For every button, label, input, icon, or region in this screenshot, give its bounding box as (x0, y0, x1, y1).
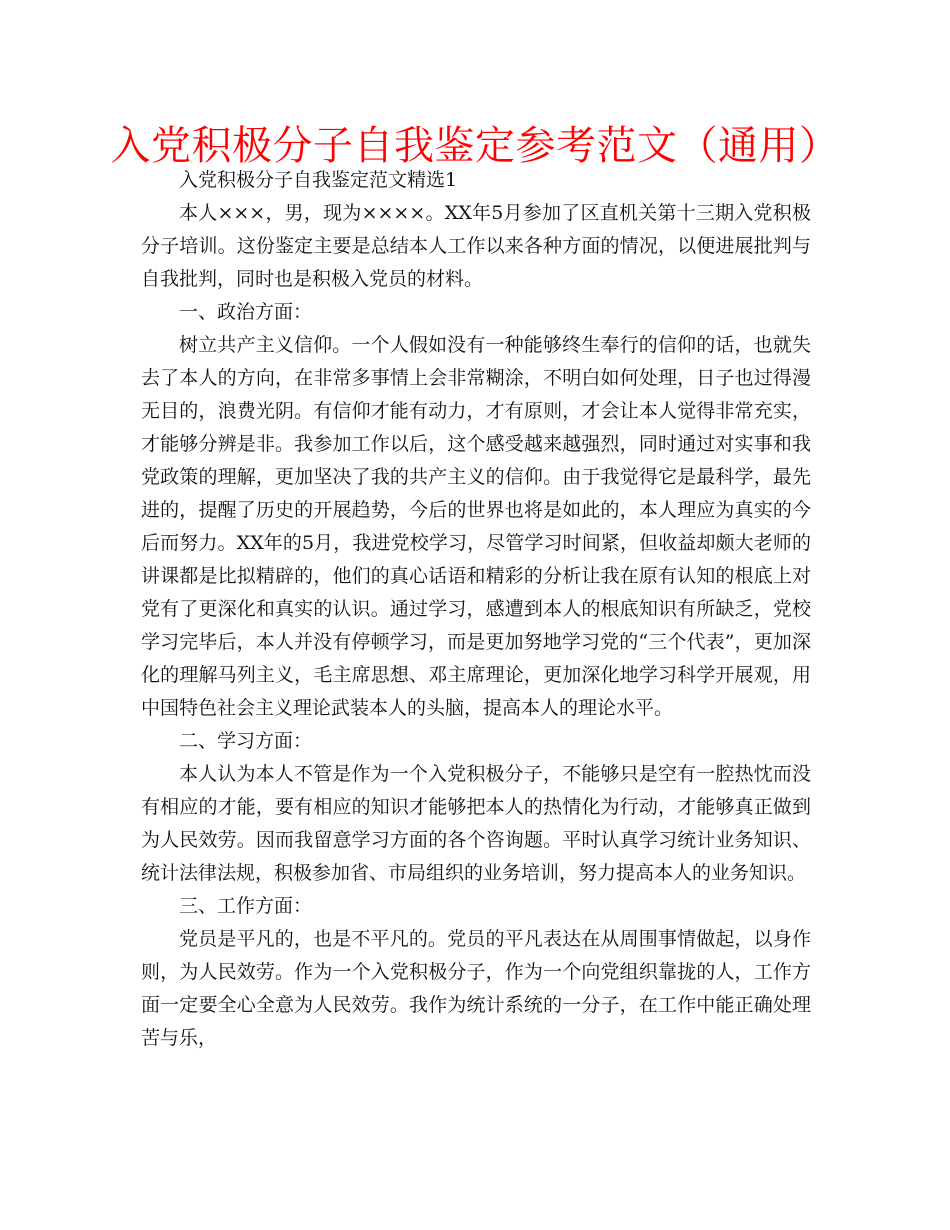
document-body (141, 164, 811, 1055)
work-paragraph: 党员是平凡的，也是不平凡的。党员的平凡表达在从周围事情做起，以身作则，为人民效劳。作为一个入党积极分子，作为一个向党组织靠拢的人，工作方面一定要全心全意为人民效劳。我作为统计系统的一分子，在工作中能正确处理苦与乐， (141, 928, 811, 1049)
intro-paragraph: 本人×××，男，现为××××。XX年5月参加了区直机关第十三期入党积极分子培训。这份鉴定主要是总结本人工作以来各种方面的情况，以便进展批判与自我批判，同时也是积极入党员的材料。 (141, 202, 811, 290)
study-paragraph: 本人认为本人不管是作为一个入党积极分子，不能够只是空有一腔热忱而没有相应的才能，要有相应的知识才能够把本人的热情化为行动，才能够真正做到为人民效劳。因而我留意学习方面的各个咨询题。平时认真学习统计业务知识、统计法律法规，积极参加省、市局组织的业务培训，努力提高本人的业务知识。 (141, 763, 811, 884)
section-heading-politics: 一、政治方面： (179, 301, 313, 323)
section-heading-study: 二、学习方面： (179, 730, 313, 752)
section-heading-work: 三、工作方面： (179, 895, 313, 917)
politics-paragraph: 树立共产主义信仰。一个人假如没有一种能够终生奉行的信仰的话，也就失去了本人的方向，在非常多事情上会非常糊涂，不明白如何处理，日子也过得漫无目的，浪费光阴。有信仰才能有动力，才有原则，才会让本人觉得非常充实，才能够分辨是非。我参加工作以后，这个感受越来越强烈，同时通过对实事和我党政策的理解，更加坚决了我的共产主义的信仰。由于我觉得它是最科学，最先进的，提醒了历史的开展趋势，今后的世界也将是如此的，本人理应为真实的今后而努力。XX年的5月，我进党校学习，尽管学习时间紧，但收益却颇大老师的讲课都是比拟精辟的，他们的真心话语和精彩的分析让我在原有认知的根底上对党有了更深化和真实的认识。通过学习，感遭到本人的根底知识有所缺乏，党校学习完毕后，本人并没有停顿学习，而是更加努地学习党的“三个代表”，更加深化的理解马列主义，毛主席思想、邓主席理论，更加深化地学习科学开展观，用中国特色社会主义理论武装本人的头脑，提高本人的理论水平。 (141, 334, 811, 719)
document-title: 入党积极分子自我鉴定参考范文（通用） (110, 123, 840, 169)
subtitle-paragraph: 入党积极分子自我鉴定范文精选1 (179, 169, 458, 191)
